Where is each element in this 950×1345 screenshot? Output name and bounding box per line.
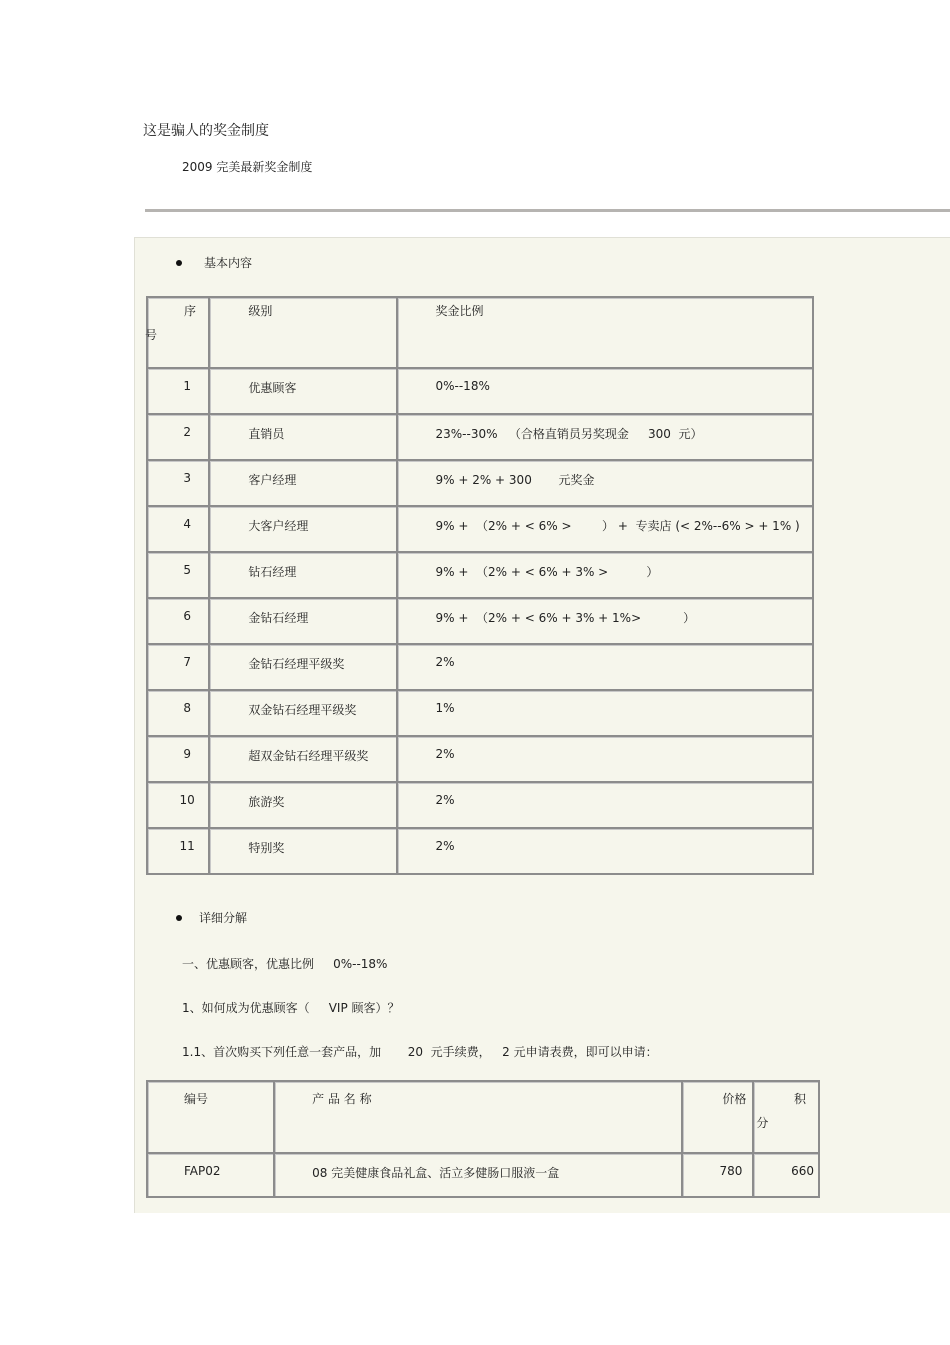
row-rate: 2%	[435, 839, 455, 853]
row-level: 钻石经理	[248, 565, 297, 579]
table-row	[147, 690, 813, 736]
row-no: 8	[183, 701, 191, 715]
table-header-row	[147, 297, 813, 368]
row-level: 金钻石经理平级奖	[248, 657, 345, 671]
row-name: 08 完美健康食品礼盒、活立多健肠口服液一盒	[312, 1166, 560, 1180]
row-rate: 2%	[435, 793, 455, 807]
header-no-part1: 序	[184, 304, 197, 318]
header-rate: 奖金比例	[397, 297, 813, 368]
row-level: 双金钻石经理平级奖	[248, 703, 357, 717]
header-points-part1: 积	[793, 1092, 806, 1106]
row-no: 5	[183, 563, 191, 577]
table-row	[147, 552, 813, 598]
section-basic-content	[176, 254, 252, 271]
header-no-part2: 号	[145, 328, 158, 342]
horizontal-divider	[145, 209, 950, 212]
section-label: 基本内容	[204, 256, 253, 270]
bonus-table	[146, 296, 814, 875]
row-level: 超双金钻石经理平级奖	[248, 749, 369, 763]
table-row	[147, 1153, 819, 1197]
row-level: 大客户经理	[248, 519, 309, 533]
row-no: 2	[183, 425, 191, 439]
row-rate: 9% + 2% + 300 元奖金	[435, 473, 595, 487]
header-code: 编号	[147, 1081, 274, 1153]
paragraph-how-to-vip: 1、如何成为优惠顾客（ VIP 顾客）？	[182, 1001, 400, 1015]
document-subtitle: 2009 完美最新奖金制度	[182, 160, 313, 174]
document-title: 这是骗人的奖金制度	[143, 123, 269, 139]
table-row	[147, 644, 813, 690]
row-rate: 9% + （2% + < 6% + 3% + 1%> ）	[435, 611, 696, 625]
row-no: 3	[183, 471, 191, 485]
paragraph-vip-ratio: 一、优惠顾客，优惠比例 0%--18%	[182, 957, 388, 971]
row-no: 4	[183, 517, 191, 531]
row-no: 6	[183, 609, 191, 623]
header-no	[147, 297, 209, 368]
row-rate: 1%	[435, 701, 455, 715]
row-rate: 0%--18%	[435, 379, 490, 393]
bullet-icon	[176, 260, 182, 266]
header-points	[753, 1081, 819, 1153]
table-header-row	[147, 1081, 819, 1153]
header-price: 价格	[682, 1081, 754, 1153]
table-row	[147, 782, 813, 828]
bullet-icon	[176, 915, 182, 921]
table-row	[147, 368, 813, 414]
row-no: 7	[183, 655, 191, 669]
row-rate: 2%	[435, 655, 455, 669]
product-table	[146, 1080, 820, 1198]
row-rate: 9% + （2% + < 6% > ） + 专卖店 (< 2%--6% > + 1% )	[435, 519, 800, 533]
table-row	[147, 460, 813, 506]
row-level: 旅游奖	[248, 795, 285, 809]
row-level: 客户经理	[248, 473, 297, 487]
section-detail	[176, 909, 247, 926]
section-label: 详细分解	[199, 911, 248, 925]
row-level: 直销员	[248, 427, 285, 441]
table-row	[147, 414, 813, 460]
row-no: 9	[183, 747, 191, 761]
row-rate: 9% + （2% + < 6% + 3% > ）	[435, 565, 659, 579]
header-points-part2: 分	[756, 1116, 769, 1130]
table-row	[147, 506, 813, 552]
header-level: 级别	[209, 297, 397, 368]
table-row	[147, 828, 813, 874]
row-no: 10	[179, 793, 195, 807]
row-points: 660	[791, 1164, 814, 1178]
header-name: 产 品 名 称	[274, 1081, 682, 1153]
table-row	[147, 736, 813, 782]
row-rate: 2%	[435, 747, 455, 761]
row-level: 金钻石经理	[248, 611, 309, 625]
row-no: 11	[179, 839, 195, 853]
paragraph-first-purchase: 1.1、首次购买下列任意一套产品，加 20 元手续费， 2 元申请表费，即可以申请：	[182, 1045, 658, 1059]
row-level: 特别奖	[248, 841, 285, 855]
row-rate: 23%--30% （合格直销员另奖现金 300 元）	[435, 427, 703, 441]
table-row	[147, 598, 813, 644]
row-level: 优惠顾客	[248, 381, 297, 395]
row-no: 1	[183, 379, 191, 393]
row-price: 780	[719, 1164, 743, 1178]
row-code: FAP02	[184, 1164, 221, 1178]
